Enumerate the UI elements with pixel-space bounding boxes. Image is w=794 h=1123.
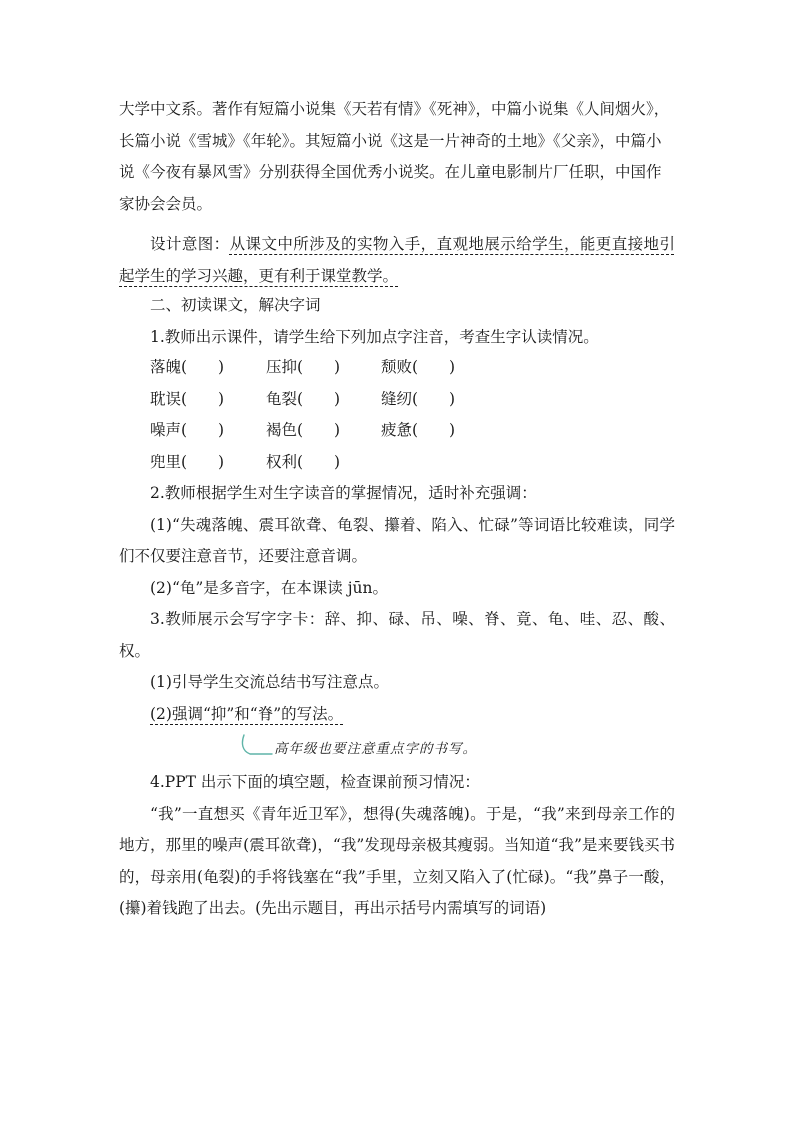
author-intro xyxy=(119,94,675,220)
word-item: 权利( ) xyxy=(266,452,341,471)
design-intent-label: 设计意图： xyxy=(150,235,230,253)
step-2: 2.教师根据学生对生字读音的掌握情况，适时补充强调： xyxy=(150,484,537,502)
intro-line-4: 家协会会员。 xyxy=(119,194,213,213)
annotation-curve-icon xyxy=(238,733,278,761)
design-intent-text: 从课文中所涉及的实物入手，直观地展示给学生，能更直接地引起学生的学习兴趣，更有利于课堂教学。 xyxy=(119,235,675,285)
intro-line-3: 说《今夜有暴风雪》分别获得全国优秀小说奖。在儿童电影制片厂任职，中国作 xyxy=(119,163,662,181)
word-grid xyxy=(119,352,675,478)
step-1: 1.教师出示课件，请学生给下列加点字注音，考查生字认读情况。 xyxy=(150,327,599,346)
design-intent-paragraph xyxy=(119,229,675,292)
step-3-2: (2)强调“抑”和“脊”的写法。 xyxy=(150,704,344,723)
word-item: 耽误( ) xyxy=(150,389,225,408)
step-3: 3.教师展示会写字字卡：辞、抑、碌、吊、噪、脊、竟、龟、哇、忍、酸、权。 xyxy=(119,610,675,660)
word-item: 压抑( ) xyxy=(266,358,341,376)
step-3-1: (1)引导学生交流总结书写注意点。 xyxy=(150,673,389,691)
word-item: 龟裂( ) xyxy=(266,389,341,408)
word-item: 疲惫( ) xyxy=(381,421,456,439)
word-item: 兜里( ) xyxy=(150,452,225,471)
steps-2-3 xyxy=(119,478,675,730)
step-2-1: (1)“失魂落魄、震耳欲聋、龟裂、攥着、陷入、忙碌”等词语比较难读，同学们不仅要注意音节，还要注意音调。 xyxy=(119,515,675,565)
section-two-heading: 二、初读课文，解决字词 xyxy=(150,296,321,314)
word-row xyxy=(119,384,675,416)
intro-line-1: 大学中文系。著作有短篇小说集《天若有情》《死神》，中篇小说集《人间烟火》， xyxy=(119,100,670,118)
word-item: 褐色( ) xyxy=(266,421,341,439)
word-item: 颓败( ) xyxy=(381,358,456,376)
word-item: 落魄( ) xyxy=(150,358,225,376)
design-intent xyxy=(119,229,675,292)
word-row xyxy=(119,447,675,479)
step-4-block xyxy=(119,767,675,925)
section-two xyxy=(119,290,675,353)
intro-line-2: 长篇小说《雪城》《年轮》。其短篇小说《这是一片神奇的土地》《父亲》，中篇小 xyxy=(119,131,662,150)
word-row xyxy=(119,415,675,447)
annotation-note xyxy=(238,733,558,761)
step-3-2-paragraph xyxy=(119,699,675,731)
word-item: 缝纫( ) xyxy=(381,389,456,408)
annotation-text: 高年级也要注意重点字的书写。 xyxy=(274,741,477,757)
word-item: 噪声( ) xyxy=(150,421,225,439)
step-4-text: “我”一直想买《青年近卫军》，想得(失魂落魄)。于是，“我”来到母亲工作的地方，那里的噪声(震耳欲聋)，“我”发现母亲极其瘦弱。当知道“我”是来要钱买书的，母亲用(龟裂)的手将钱塞在“我”手里，立刻又陷入了(忙碌)。“我”鼻子一酸，(攥)着钱跑了出去。(先出示题目，再出示括号内需填写的词语) xyxy=(119,804,675,917)
step-2-2: (2)“龟”是多音字，在本课读 jūn。 xyxy=(150,578,389,597)
word-row xyxy=(119,352,675,384)
step-4: 4.PPT 出示下面的填空题，检查课前预习情况： xyxy=(150,773,480,791)
